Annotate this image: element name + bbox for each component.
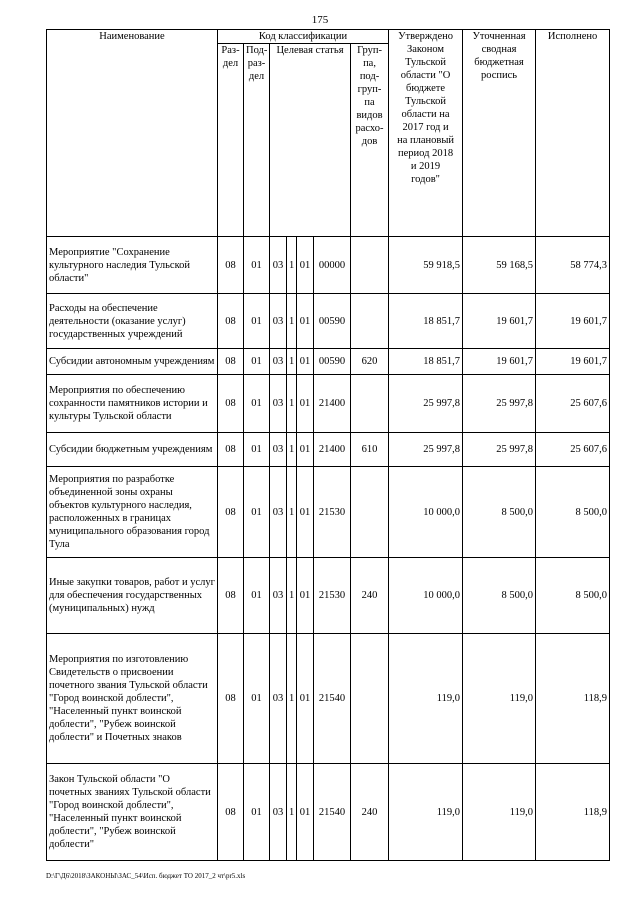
row-target-subprogram-type: 1 xyxy=(287,375,297,433)
row-target-main-event: 01 xyxy=(297,433,314,467)
row-section: 08 xyxy=(218,467,244,558)
row-approved: 119,0 xyxy=(389,764,463,861)
table-row xyxy=(47,237,610,294)
row-target-program: 03 xyxy=(270,558,287,634)
header-expense-group: Груп- па, под- груп- па видов расхо- дов xyxy=(351,44,389,237)
row-expense-group xyxy=(351,375,389,433)
row-expense-group xyxy=(351,467,389,558)
row-target-direction: 21530 xyxy=(314,467,351,558)
row-refined: 8 500,0 xyxy=(463,558,536,634)
row-target-subprogram-type: 1 xyxy=(287,764,297,861)
row-approved: 18 851,7 xyxy=(389,349,463,375)
row-approved: 59 918,5 xyxy=(389,237,463,294)
row-expense-group: 610 xyxy=(351,433,389,467)
row-executed: 19 601,7 xyxy=(536,294,610,349)
row-target-direction: 21400 xyxy=(314,433,351,467)
page-number: 175 xyxy=(311,14,329,26)
row-executed: 19 601,7 xyxy=(536,349,610,375)
table-row xyxy=(47,375,610,433)
table-row xyxy=(47,558,610,634)
row-approved: 25 997,8 xyxy=(389,433,463,467)
row-section: 08 xyxy=(218,349,244,375)
row-target-subprogram-type: 1 xyxy=(287,433,297,467)
row-section: 08 xyxy=(218,294,244,349)
row-name: Мероприятие "Сохранение культурного наследия Тульской области" xyxy=(47,237,218,294)
row-approved: 10 000,0 xyxy=(389,467,463,558)
row-refined: 59 168,5 xyxy=(463,237,536,294)
row-subsection: 01 xyxy=(244,237,270,294)
row-section: 08 xyxy=(218,237,244,294)
row-target-program: 03 xyxy=(270,349,287,375)
table-row xyxy=(47,349,610,375)
row-target-direction: 21400 xyxy=(314,375,351,433)
row-subsection: 01 xyxy=(244,558,270,634)
row-refined: 19 601,7 xyxy=(463,349,536,375)
row-target-direction: 21530 xyxy=(314,558,351,634)
table-row xyxy=(47,634,610,764)
row-target-program: 03 xyxy=(270,237,287,294)
row-target-direction: 00590 xyxy=(314,294,351,349)
row-target-main-event: 01 xyxy=(297,375,314,433)
row-executed: 8 500,0 xyxy=(536,558,610,634)
row-expense-group: 240 xyxy=(351,764,389,861)
row-target-program: 03 xyxy=(270,294,287,349)
row-refined: 119,0 xyxy=(463,634,536,764)
header-approved: Утверждено Законом Тульской области "О бюджете Тульской области на 2017 год и на плановый период 2018 и 2019 годов" xyxy=(389,30,463,237)
row-refined: 25 997,8 xyxy=(463,433,536,467)
row-approved: 10 000,0 xyxy=(389,558,463,634)
row-target-direction: 00590 xyxy=(314,349,351,375)
row-name: Субсидии бюджетным учреждениям xyxy=(47,433,218,467)
row-subsection: 01 xyxy=(244,294,270,349)
row-executed: 118,9 xyxy=(536,634,610,764)
row-name: Закон Тульской области "О почетных званиях Тульской области "Город воинской доблести", "Населенный пункт воинской доблести", "Рубеж воинской доблести" xyxy=(47,764,218,861)
row-target-program: 03 xyxy=(270,764,287,861)
row-name: Расходы на обеспечение деятельности (оказание услуг) государственных учреждений xyxy=(47,294,218,349)
row-target-program: 03 xyxy=(270,375,287,433)
header-section: Раз- дел xyxy=(218,44,244,237)
row-target-main-event: 01 xyxy=(297,634,314,764)
row-expense-group xyxy=(351,634,389,764)
row-target-subprogram-type: 1 xyxy=(287,237,297,294)
row-approved: 18 851,7 xyxy=(389,294,463,349)
row-name: Мероприятия по изготовлению Свидетельств о присвоении почетного звания Тульской области "Город воинской доблести", "Населенный пункт воинской доблести", "Рубеж воинской доблести" и Почетных знаков xyxy=(47,634,218,764)
row-expense-group xyxy=(351,237,389,294)
row-executed: 25 607,6 xyxy=(536,375,610,433)
row-refined: 19 601,7 xyxy=(463,294,536,349)
row-target-main-event: 01 xyxy=(297,558,314,634)
row-target-main-event: 01 xyxy=(297,467,314,558)
row-section: 08 xyxy=(218,433,244,467)
row-expense-group: 620 xyxy=(351,349,389,375)
row-subsection: 01 xyxy=(244,375,270,433)
row-approved: 25 997,8 xyxy=(389,375,463,433)
row-name: Мероприятия по разработке объединенной зоны охраны объектов культурного наследия, расположенных в границах муниципального образования город Тула xyxy=(47,467,218,558)
row-section: 08 xyxy=(218,375,244,433)
row-target-program: 03 xyxy=(270,433,287,467)
row-target-subprogram-type: 1 xyxy=(287,349,297,375)
row-executed: 25 607,6 xyxy=(536,433,610,467)
row-subsection: 01 xyxy=(244,467,270,558)
header-classification: Код классификации xyxy=(218,30,389,44)
row-section: 08 xyxy=(218,558,244,634)
table-row xyxy=(47,433,610,467)
footer-file-path: D:\Г\Д6\2018\ЗАКОНЫ\ЗАС_54\Исп. бюджет ТО 2017_2 чт\pr5.xls xyxy=(46,872,246,880)
row-target-main-event: 01 xyxy=(297,294,314,349)
row-refined: 119,0 xyxy=(463,764,536,861)
table-row xyxy=(47,467,610,558)
row-target-subprogram-type: 1 xyxy=(287,294,297,349)
header-name: Наименование xyxy=(47,30,218,237)
row-name: Иные закупки товаров, работ и услуг для обеспечения государственных (муниципальных) нужд xyxy=(47,558,218,634)
row-target-subprogram-type: 1 xyxy=(287,467,297,558)
row-target-program: 03 xyxy=(270,634,287,764)
table-row xyxy=(47,294,610,349)
row-name: Мероприятия по обеспечению сохранности памятников истории и культуры Тульской области xyxy=(47,375,218,433)
row-target-direction: 21540 xyxy=(314,634,351,764)
row-subsection: 01 xyxy=(244,764,270,861)
row-target-main-event: 01 xyxy=(297,237,314,294)
row-expense-group: 240 xyxy=(351,558,389,634)
header-refined: Уточненная сводная бюджетная роспись xyxy=(463,30,536,237)
row-subsection: 01 xyxy=(244,634,270,764)
row-section: 08 xyxy=(218,764,244,861)
row-target-main-event: 01 xyxy=(297,764,314,861)
row-subsection: 01 xyxy=(244,433,270,467)
row-executed: 8 500,0 xyxy=(536,467,610,558)
row-executed: 118,9 xyxy=(536,764,610,861)
row-target-program: 03 xyxy=(270,467,287,558)
row-executed: 58 774,3 xyxy=(536,237,610,294)
row-target-subprogram-type: 1 xyxy=(287,634,297,764)
row-target-subprogram-type: 1 xyxy=(287,558,297,634)
budget-table xyxy=(46,29,610,861)
row-approved: 119,0 xyxy=(389,634,463,764)
header-executed: Исполнено xyxy=(536,30,610,237)
row-target-main-event: 01 xyxy=(297,349,314,375)
row-target-direction: 00000 xyxy=(314,237,351,294)
row-subsection: 01 xyxy=(244,349,270,375)
row-expense-group xyxy=(351,294,389,349)
row-name: Субсидии автономным учреждениям xyxy=(47,349,218,375)
row-refined: 8 500,0 xyxy=(463,467,536,558)
row-refined: 25 997,8 xyxy=(463,375,536,433)
header-subsection: Под- раз- дел xyxy=(244,44,270,237)
table-row xyxy=(47,764,610,861)
row-target-direction: 21540 xyxy=(314,764,351,861)
row-section: 08 xyxy=(218,634,244,764)
header-target-article: Целевая статья xyxy=(270,44,351,237)
